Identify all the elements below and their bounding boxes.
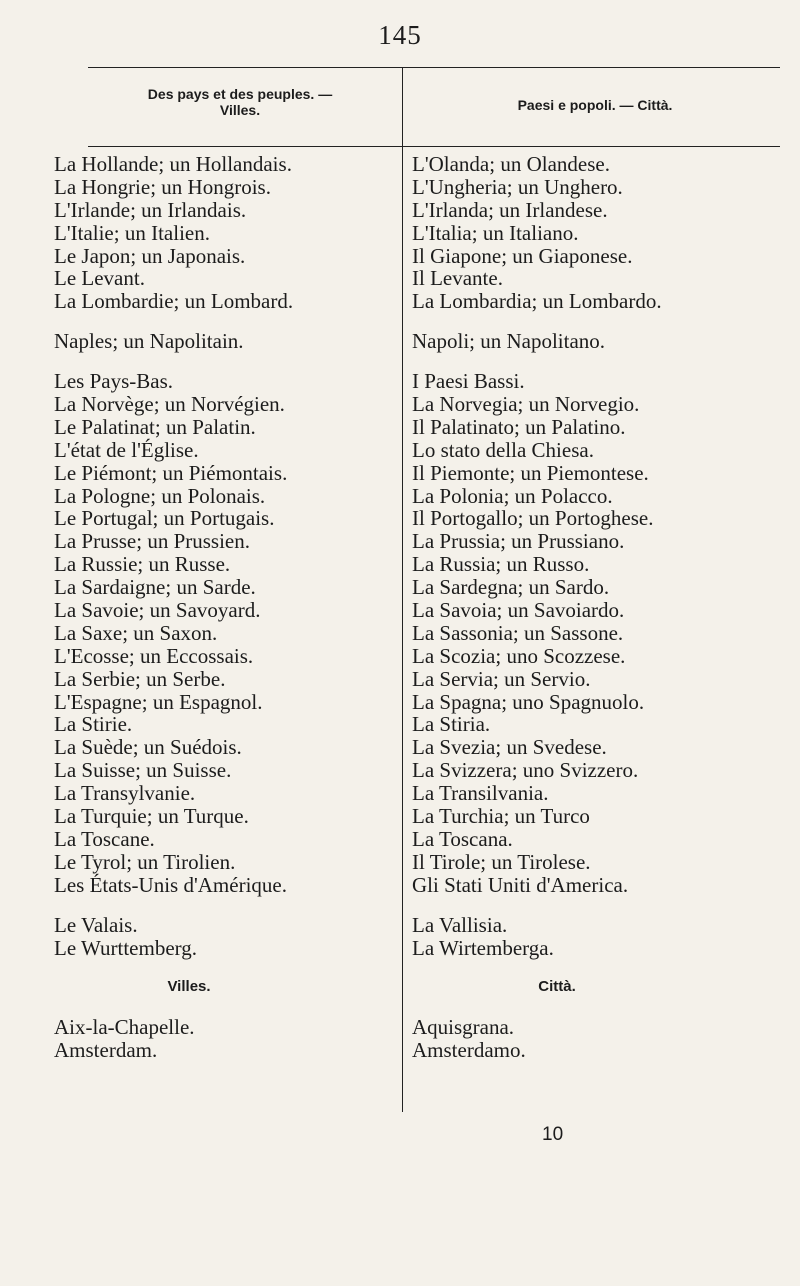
italian-entry: L'Italia; un Italiano.	[412, 220, 579, 245]
italian-entry: La Turchia; un Turco	[412, 804, 590, 829]
citta-heading: Città.	[538, 978, 576, 996]
italian-entry: La Spagna; uno Spagnuolo.	[412, 689, 645, 714]
italian-entry: L'Irlanda; un Irlandese.	[412, 197, 608, 222]
french-entry: Le Tyrol; un Tirolien.	[54, 849, 236, 874]
italian-entry: Il Giapone; un Giaponese.	[412, 243, 633, 268]
french-entry: Le Valais.	[54, 912, 138, 937]
left-header-line-1: Des pays et des peuples. —	[147, 86, 333, 102]
french-entry: L'état de l'Église.	[54, 437, 199, 462]
italian-column	[412, 153, 792, 1062]
french-entry: La Hongrie; un Hongrois.	[54, 174, 271, 199]
french-entry: La Lombardie; un Lombard.	[54, 289, 294, 314]
french-city-entry: Aix-la-Chapelle.	[54, 1015, 195, 1040]
block-gap	[412, 313, 792, 330]
italian-entry: La Stiria.	[412, 712, 491, 737]
italian-entry: L'Olanda; un Olandese.	[412, 152, 610, 176]
block-gap	[412, 353, 792, 370]
italian-entry: Lo stato della Chiesa.	[412, 437, 594, 462]
french-entry: La Russie; un Russe.	[54, 552, 231, 577]
french-entry: La Prusse; un Prussien.	[54, 529, 250, 554]
italian-entry: La Transilvania.	[412, 781, 549, 806]
italian-entry: La Scozia; uno Scozzese.	[412, 643, 626, 668]
french-entry: Le Levant.	[54, 266, 145, 291]
italian-entry: La Polonia; un Polacco.	[412, 483, 613, 508]
french-entry: Naples; un Napolitain.	[54, 329, 244, 354]
french-entry: L'Irlande; un Irlandais.	[54, 197, 247, 222]
french-entry: Le Portugal; un Portugais.	[54, 506, 275, 531]
french-entry: L'Italie; un Italien.	[54, 220, 210, 245]
italian-entry: La Svezia; un Svedese.	[412, 735, 607, 760]
italian-entry: La Norvegia; un Norvegio.	[412, 392, 640, 417]
french-column	[54, 153, 394, 1062]
italian-entry: L'Ungheria; un Unghero.	[412, 174, 623, 199]
italian-city-entry: Aquisgrana.	[412, 1015, 515, 1040]
italian-entry: La Sardegna; un Sardo.	[412, 575, 610, 600]
block-gap	[54, 313, 394, 330]
italian-entry: La Sassonia; un Sassone.	[412, 620, 624, 645]
italian-entry: Il Tirole; un Tirolese.	[412, 849, 591, 874]
french-entry: La Serbie; un Serbe.	[54, 666, 226, 691]
french-entry: La Transylvanie.	[54, 781, 196, 806]
block-gap	[412, 897, 792, 914]
french-entry: Le Piémont; un Piémontais.	[54, 460, 288, 485]
right-column-header: Paesi e popoli. — Città.	[517, 97, 673, 113]
block-gap	[54, 999, 394, 1016]
french-entry: Les Pays-Bas.	[54, 369, 173, 394]
french-entry: La Suède; un Suédois.	[54, 735, 242, 760]
french-entry: L'Ecosse; un Eccossais.	[54, 643, 254, 668]
french-entry: La Savoie; un Savoyard.	[54, 598, 261, 623]
italian-entry: La Lombardia; un Lombardo.	[412, 289, 662, 314]
french-entry: La Hollande; un Hollandais.	[54, 152, 292, 176]
italian-entry: La Svizzera; uno Svizzero.	[412, 758, 639, 783]
italian-entry: La Vallisia.	[412, 912, 508, 937]
italian-entry: Il Portogallo; un Portoghese.	[412, 506, 654, 531]
french-entry: La Turquie; un Turque.	[54, 804, 249, 829]
italian-entry: La Servia; un Servio.	[412, 666, 591, 691]
french-entry: La Norvège; un Norvégien.	[54, 392, 285, 417]
left-header-line-2: Villes.	[219, 102, 261, 118]
italian-entry: Il Piemonte; un Piemontese.	[412, 460, 649, 485]
french-entry: La Suisse; un Suisse.	[54, 758, 232, 783]
page-number: 145	[378, 20, 422, 50]
italian-entry: La Savoia; un Savoiardo.	[412, 598, 625, 623]
column-divider	[402, 68, 403, 1112]
block-gap	[412, 959, 792, 976]
french-city-entry: Amsterdam.	[54, 1038, 158, 1063]
french-entry: Les États-Unis d'Amérique.	[54, 872, 287, 897]
villes-heading: Villes.	[167, 978, 211, 996]
french-entry: Le Wurttemberg.	[54, 935, 198, 960]
french-entry: L'Espagne; un Espagnol.	[54, 689, 263, 714]
header-top-rule	[88, 67, 780, 68]
left-column-header	[90, 86, 390, 118]
french-entry: La Sardaigne; un Sarde.	[54, 575, 256, 600]
block-gap	[54, 959, 394, 976]
french-entry: La Toscane.	[54, 826, 155, 851]
italian-entry: Gli Stati Uniti d'America.	[412, 872, 629, 897]
french-entry: La Pologne; un Polonais.	[54, 483, 266, 508]
block-gap	[54, 353, 394, 370]
italian-entry: La Russia; un Russo.	[412, 552, 590, 577]
french-entry: Le Palatinat; un Palatin.	[54, 414, 256, 439]
signature-mark: 10	[542, 1124, 564, 1145]
french-entry: Le Japon; un Japonais.	[54, 243, 246, 268]
italian-city-entry: Amsterdamo.	[412, 1038, 526, 1063]
italian-entry: I Paesi Bassi.	[412, 369, 525, 394]
italian-entry: La Toscana.	[412, 826, 513, 851]
block-gap	[412, 999, 792, 1016]
italian-entry: Il Palatinato; un Palatino.	[412, 414, 626, 439]
italian-entry: La Wirtemberga.	[412, 935, 554, 960]
italian-entry: Napoli; un Napolitano.	[412, 329, 606, 354]
header-bottom-rule	[88, 146, 780, 147]
french-entry: La Stirie.	[54, 712, 133, 737]
block-gap	[54, 897, 394, 914]
italian-entry: Il Levante.	[412, 266, 503, 291]
french-entry: La Saxe; un Saxon.	[54, 620, 218, 645]
italian-entry: La Prussia; un Prussiano.	[412, 529, 625, 554]
